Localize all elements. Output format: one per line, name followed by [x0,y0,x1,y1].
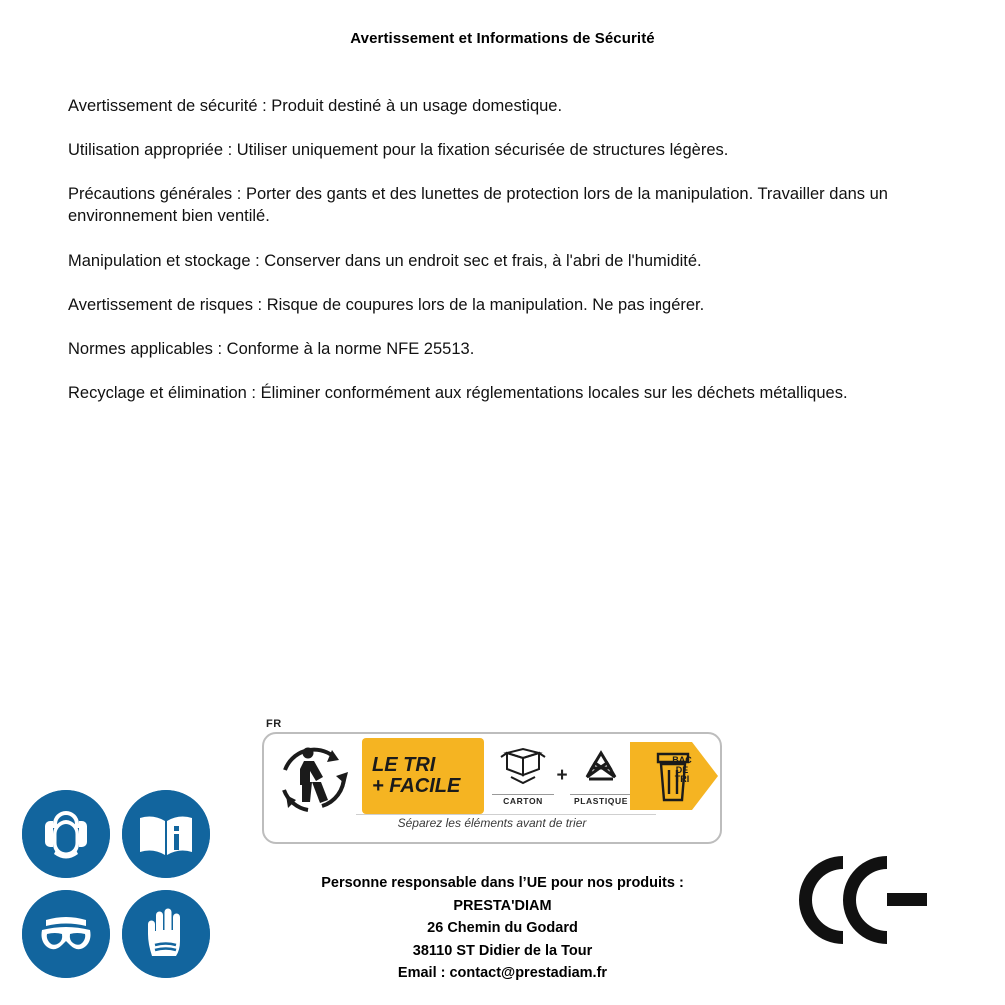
ear-protection-icon [22,790,110,878]
bin-label [662,756,702,785]
triman-icon [272,740,358,814]
recycling-headline-line1: LE TRI [372,754,436,776]
recycling-label-box [262,732,722,844]
paragraph-general-precautions: Précautions générales : Porter des gants et des lunettes de protection lors de la manipulation. Travailler dans un environnement bien ventilé. [68,185,888,226]
recycling-divider [356,814,656,815]
company-name: PRESTA'DIAM [453,897,552,914]
ce-marking-icon [795,845,945,955]
responsible-person-heading-prefix: Personne responsable dans l’ [321,875,527,891]
company-city: 38110 ST Didier de la Tour [412,942,593,959]
bin-label-line3: TRI [674,774,690,785]
responsible-person-heading-suffix: pour nos produits : [546,875,684,891]
carton-material [492,747,554,806]
paragraph-safety-warning: Avertissement de sécurité : Produit destiné à un usage domestique. [68,96,563,115]
company-address: 26 Chemin du Godard [427,920,578,937]
bin-label-line2: DE [675,764,689,775]
responsible-person-heading-eu: UE [526,875,547,891]
paragraph-proper-use: Utilisation appropriée : Utiliser uniquement pour la fixation sécurisée de structures légères. [68,140,729,159]
recycling-country-code: FR [266,718,282,730]
plastique-material [570,747,632,806]
recycling-headline [362,738,484,814]
plastique-label: PLASTIQUE [570,794,632,806]
plastic-recycle-icon [575,747,627,787]
recycling-footer-text: Séparez les éléments avant de trier [397,816,587,830]
carton-icon [497,747,549,787]
read-instructions-icon [122,790,210,878]
paragraph-applicable-standards: Normes applicables : Conforme à la norme NFE 25513. [68,340,475,359]
page-title: Avertissement et Informations de Sécurité [350,30,655,47]
safety-text-body [68,78,936,405]
carton-label: CARTON [492,794,554,806]
paragraph-recycling-disposal: Recyclage et élimination : Éliminer conformément aux réglementations locales sur les déchets métalliques. [68,384,848,403]
recycling-headline-line2: + FACILE [372,775,461,797]
company-email: Email : contact@prestadiam.fr [397,965,608,982]
recycling-materials [486,738,638,814]
paragraph-risk-warning: Avertissement de risques : Risque de coupures lors de la manipulation. Ne pas ingérer. [68,295,705,314]
materials-plus-sign: + [556,765,568,786]
recycling-label [262,718,722,848]
paragraph-handling-storage: Manipulation et stockage : Conserver dans un endroit sec et frais, à l'abri de l'humidité. [68,251,702,270]
bin-label-line1: BAC [672,755,692,765]
